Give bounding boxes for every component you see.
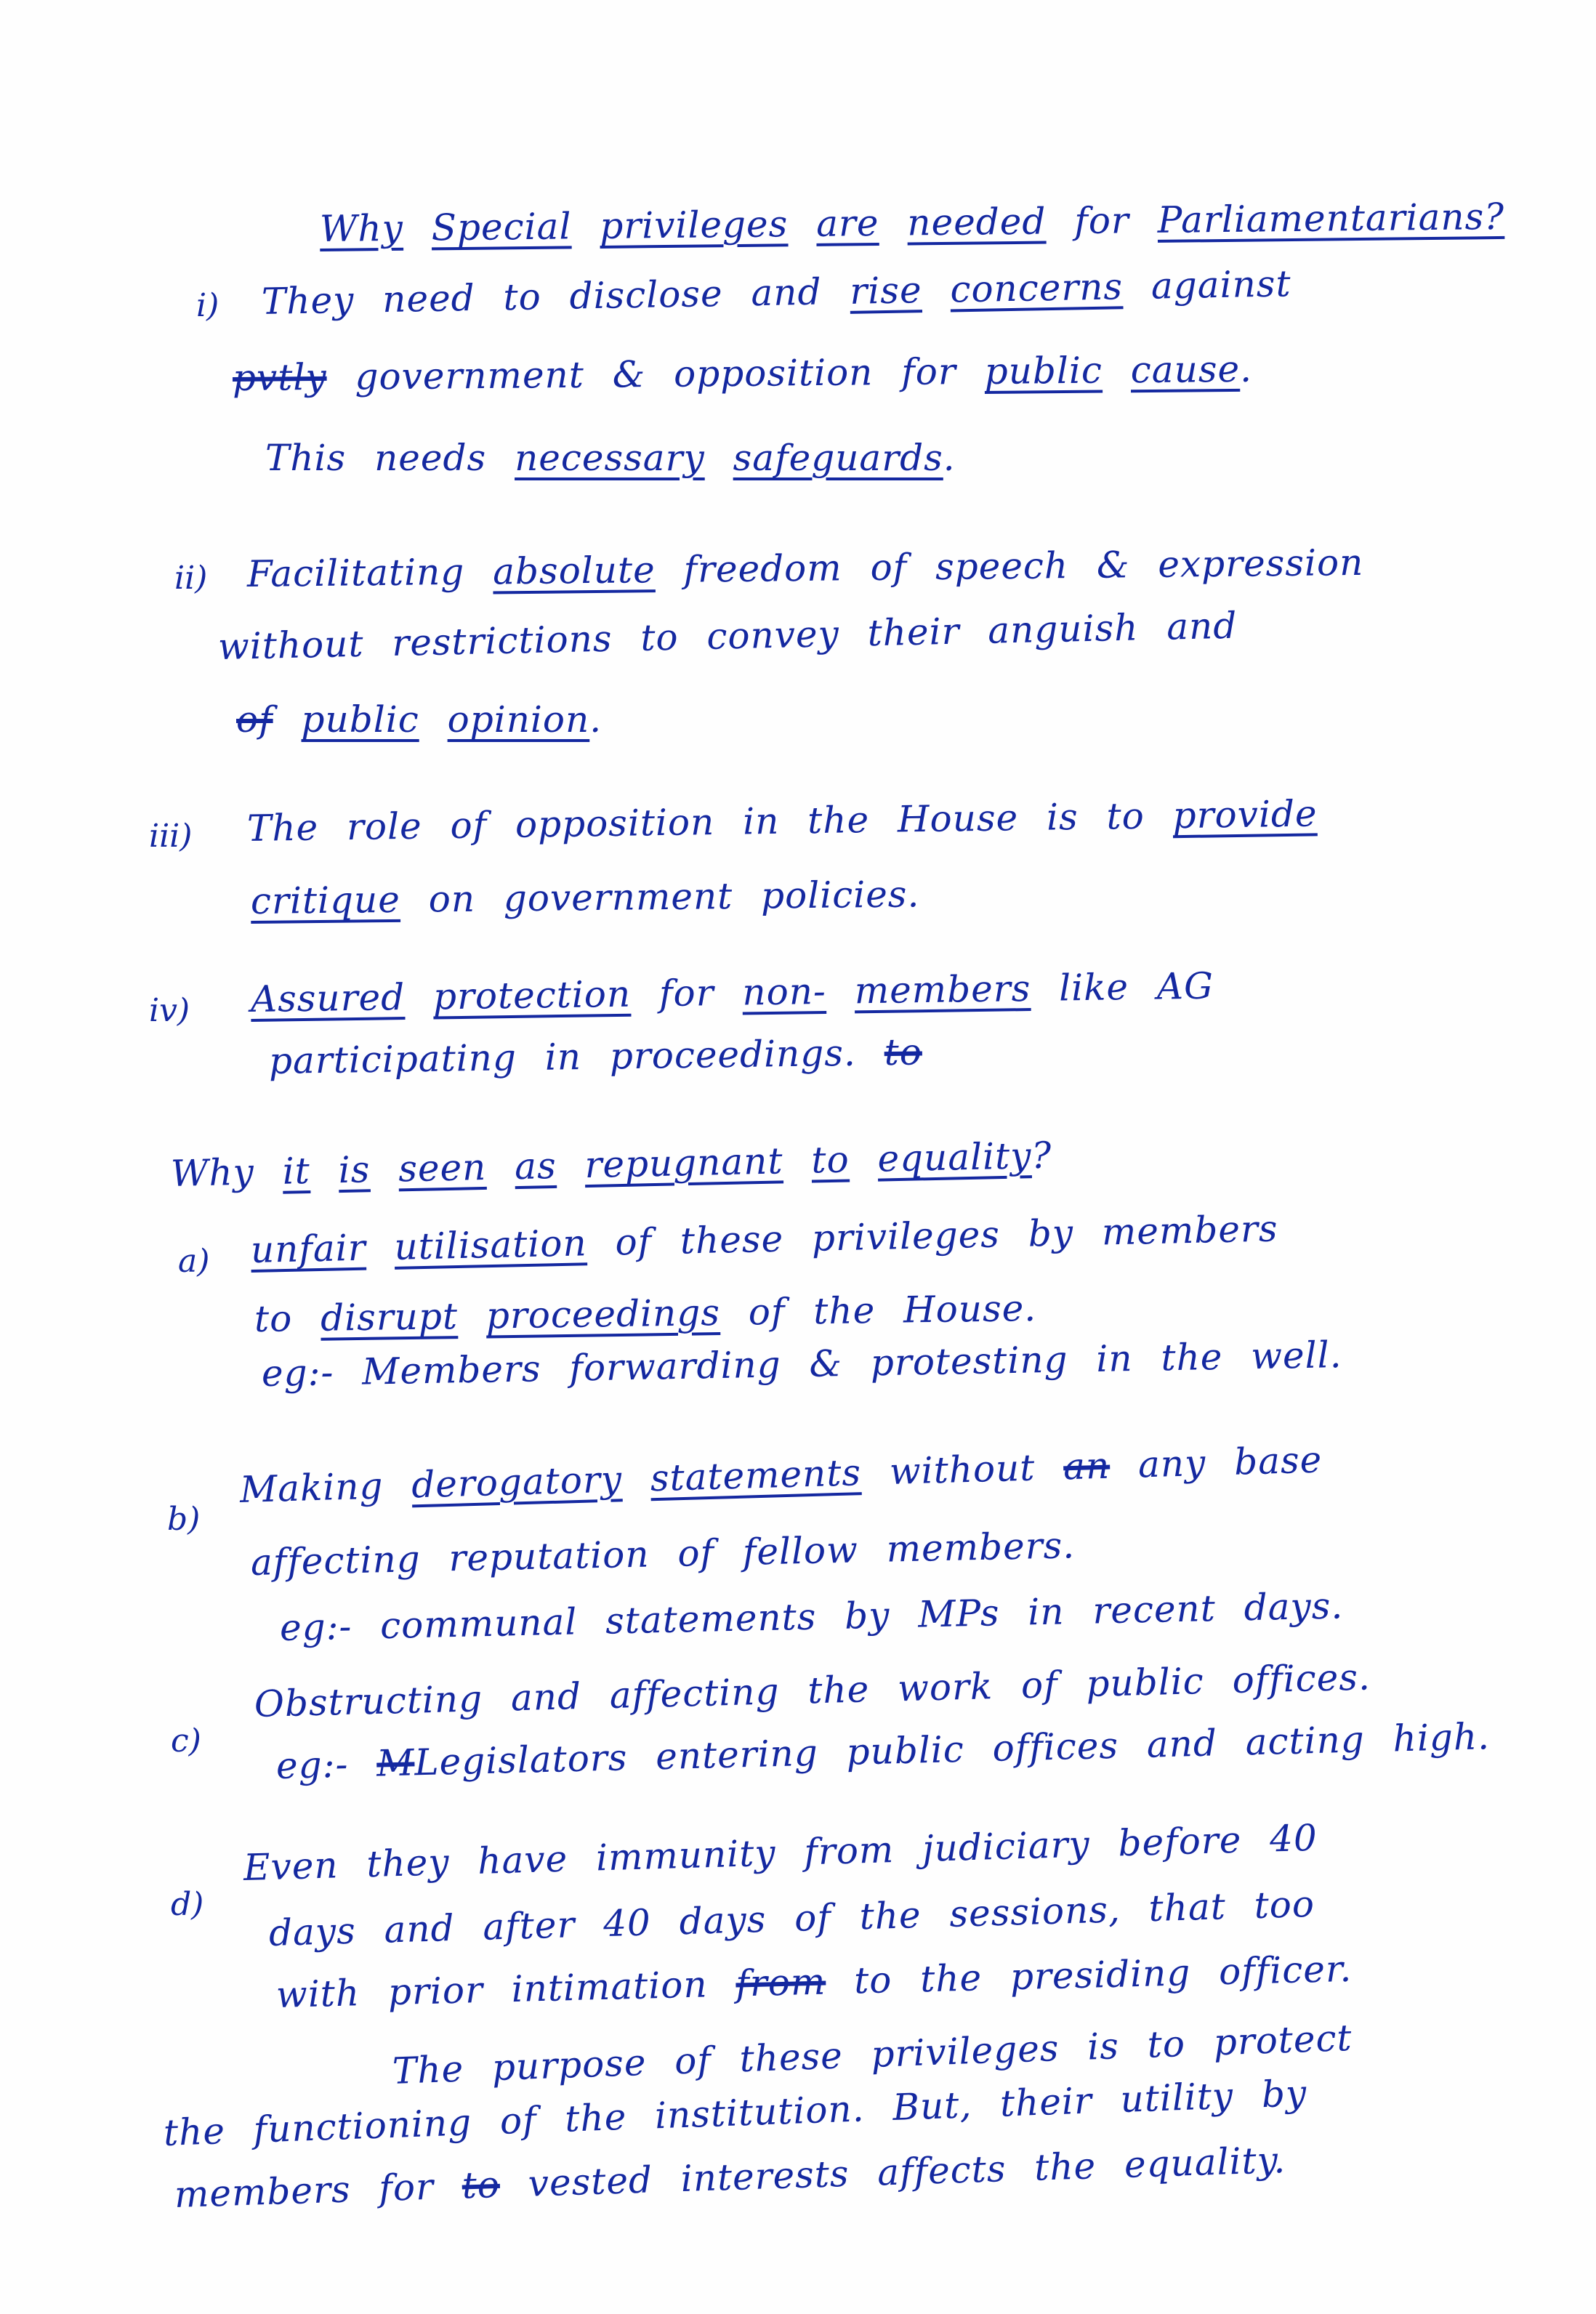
point-ii-line-1 bbox=[247, 541, 1364, 596]
text: unfair bbox=[250, 1226, 367, 1271]
point-marker-iv: iv) bbox=[149, 992, 190, 1029]
point-c-example bbox=[275, 1714, 1490, 1788]
text: Facilitating bbox=[246, 550, 465, 595]
heading-repugnant-to-equality bbox=[170, 1134, 1052, 1196]
struck-text: pvtly bbox=[232, 355, 327, 399]
conclusion-line-3 bbox=[174, 2138, 1286, 2217]
text: critique bbox=[250, 878, 401, 922]
word: seen bbox=[398, 1145, 487, 1190]
conclusion-line-1: The purpose of these privileges is to protect bbox=[391, 2016, 1353, 2092]
point-ii-line-2 bbox=[217, 604, 1237, 669]
text: of these privileges by members bbox=[614, 1207, 1279, 1264]
text: provide bbox=[1172, 792, 1318, 837]
word: repugnant bbox=[584, 1140, 784, 1187]
text: of the House. bbox=[748, 1286, 1037, 1334]
struck-text: to bbox=[884, 1031, 923, 1074]
text: to convey bbox=[640, 613, 840, 659]
point-marker-b: b) bbox=[167, 1501, 201, 1538]
text: disrupt bbox=[320, 1295, 459, 1339]
point-marker-ii: ii) bbox=[174, 560, 208, 597]
point-i-line-3 bbox=[265, 436, 956, 480]
point-b-line-2: affecting reputation of fellow members. bbox=[250, 1524, 1076, 1584]
text: absolute bbox=[492, 549, 656, 593]
point-iii-line-2 bbox=[251, 872, 920, 923]
conclusion-line-2: the functioning of the institution. But, their utility by bbox=[162, 2072, 1308, 2154]
text: government & opposition for bbox=[355, 350, 957, 398]
word: Why bbox=[319, 206, 404, 250]
word: ? bbox=[1031, 1134, 1052, 1177]
word: Parliamentarians? bbox=[1157, 195, 1505, 241]
text: any base bbox=[1137, 1438, 1323, 1486]
point-marker-i: i) bbox=[196, 287, 219, 324]
point-marker-iii: iii) bbox=[149, 818, 193, 855]
struck-text: of bbox=[236, 698, 273, 741]
text: . bbox=[1239, 347, 1253, 390]
struck-text: M bbox=[376, 1741, 416, 1785]
point-a-line-1 bbox=[250, 1206, 1278, 1272]
text: to the presiding officer. bbox=[853, 1947, 1353, 2002]
point-a-line-2 bbox=[254, 1286, 1037, 1341]
text: concerns bbox=[949, 265, 1124, 311]
word: are bbox=[815, 201, 879, 245]
text: statements bbox=[650, 1451, 862, 1500]
word: needed bbox=[907, 200, 1047, 244]
point-iv-line-2 bbox=[269, 1030, 923, 1083]
point-marker-c: c) bbox=[171, 1722, 201, 1759]
word: to bbox=[810, 1138, 850, 1182]
text: rise bbox=[849, 269, 923, 313]
word: equality bbox=[876, 1134, 1032, 1180]
word: Special bbox=[431, 205, 572, 249]
text: on government policies. bbox=[428, 873, 920, 921]
point-d-line-2: days and after 40 days of the sessions, that too bbox=[268, 1882, 1315, 1954]
text: proceedings bbox=[485, 1291, 721, 1337]
word: privileges bbox=[599, 203, 789, 247]
text: eg:- bbox=[275, 1743, 350, 1787]
text: without bbox=[889, 1446, 1036, 1493]
heading-privileges-needed bbox=[320, 195, 1505, 251]
text: . bbox=[589, 698, 602, 741]
text: non- bbox=[741, 969, 827, 1014]
text: cause bbox=[1130, 347, 1241, 392]
struck-text: from bbox=[735, 1960, 826, 2005]
text: like AG bbox=[1058, 964, 1214, 1009]
text: utilisation bbox=[393, 1222, 588, 1268]
text: vested interests affects the equality. bbox=[527, 2138, 1286, 2205]
text: They need to disclose and bbox=[261, 270, 822, 323]
text: freedom of speech & expression bbox=[683, 541, 1364, 591]
text: members bbox=[854, 967, 1031, 1012]
text: against bbox=[1150, 262, 1291, 307]
word: Why bbox=[170, 1150, 255, 1195]
point-marker-d: d) bbox=[171, 1886, 204, 1923]
text: members for bbox=[174, 2165, 435, 2216]
point-iii-line-1 bbox=[247, 791, 1318, 850]
text: without restrictions bbox=[217, 617, 613, 668]
struck-text: to bbox=[461, 2163, 501, 2207]
word: as bbox=[514, 1144, 557, 1188]
point-marker-a: a) bbox=[178, 1243, 210, 1280]
point-a-example: eg:- Members forwarding & protesting in the well. bbox=[261, 1334, 1342, 1395]
text: public bbox=[984, 349, 1103, 392]
text: opinion bbox=[447, 698, 590, 741]
point-b-example: eg:- communal statements by MPs in recent days. bbox=[279, 1584, 1344, 1649]
point-d-line-3 bbox=[275, 1947, 1353, 2017]
text: This needs bbox=[265, 437, 487, 479]
point-d-line-1: Even they have immunity from judiciary before 40 bbox=[243, 1816, 1318, 1889]
point-ii-line-3 bbox=[236, 698, 602, 741]
point-c-line-1: Obstructing and affecting the work of public offices. bbox=[254, 1656, 1371, 1725]
text: to bbox=[254, 1297, 293, 1340]
point-b-line-1 bbox=[239, 1438, 1323, 1512]
text: participating in proceedings. bbox=[268, 1031, 857, 1082]
text: Making bbox=[239, 1464, 384, 1511]
text: protection bbox=[432, 972, 632, 1018]
text: public bbox=[301, 698, 419, 741]
text: . bbox=[943, 437, 956, 479]
text: necessary bbox=[515, 437, 705, 479]
text: with prior intimation bbox=[275, 1963, 709, 2016]
word: is bbox=[338, 1148, 371, 1192]
point-i-line-1 bbox=[261, 262, 1291, 323]
text: their anguish and bbox=[867, 604, 1238, 655]
struck-text: an bbox=[1063, 1444, 1111, 1488]
point-i-line-2 bbox=[233, 347, 1252, 400]
text: The role of opposition in the House is to bbox=[246, 794, 1145, 850]
word: for bbox=[1073, 199, 1130, 243]
point-iv-line-1 bbox=[251, 964, 1214, 1021]
text: Legislators entering public offices and acting high. bbox=[414, 1715, 1491, 1784]
word: it bbox=[282, 1149, 311, 1193]
text: Assured bbox=[250, 976, 406, 1020]
text: for bbox=[658, 972, 714, 1015]
text: derogatory bbox=[411, 1458, 623, 1507]
text: safeguards bbox=[733, 437, 943, 479]
